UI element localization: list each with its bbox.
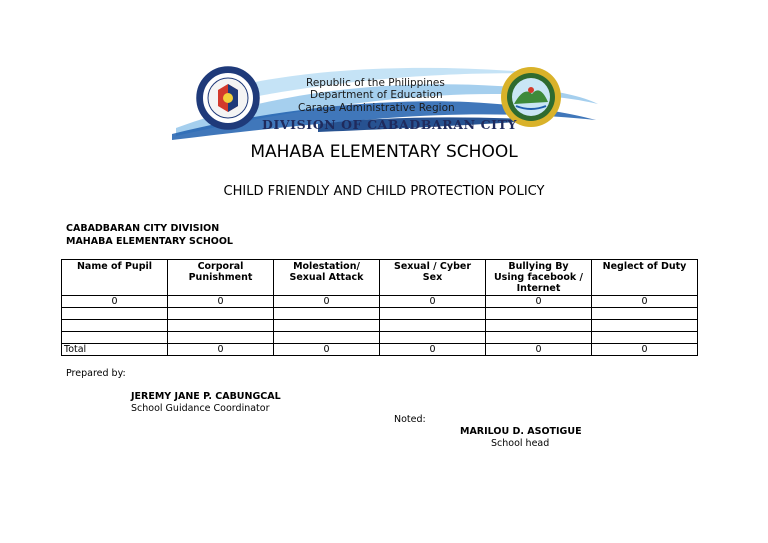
prepared-by-role: School Guidance Coordinator — [131, 403, 270, 414]
header-department: Department of Education — [310, 89, 443, 101]
header-region: Caraga Administrative Region — [298, 102, 455, 114]
table-cell: 0 — [592, 344, 698, 356]
table-cell: 0 — [274, 296, 380, 308]
table-cell — [62, 332, 168, 344]
table-cell — [380, 332, 486, 344]
table-row — [62, 296, 698, 308]
header-division: DIVISION OF CABADBARAN CITY — [262, 117, 517, 132]
table-cell: 0 — [592, 296, 698, 308]
table-cell — [380, 308, 486, 320]
table-cell: 0 — [380, 344, 486, 356]
table-cell: 0 — [168, 344, 274, 356]
table-cell — [592, 332, 698, 344]
school-name: MAHABA ELEMENTARY SCHOOL — [66, 236, 233, 247]
noted-name: MARILOU D. ASOTIGUE — [460, 426, 582, 437]
table-cell — [168, 320, 274, 332]
table-cell: 0 — [168, 296, 274, 308]
table-cell — [62, 308, 168, 320]
header-republic: Republic of the Philippines — [306, 77, 445, 89]
table-cell — [592, 308, 698, 320]
table-cell: 0 — [486, 344, 592, 356]
table-total-row — [62, 344, 698, 356]
table-cell: 0 — [486, 296, 592, 308]
col-header-molestation: Molestation/ Sexual Attack — [274, 260, 380, 296]
table-row — [62, 308, 698, 320]
table-cell — [274, 332, 380, 344]
table-row — [62, 320, 698, 332]
table-row — [62, 332, 698, 344]
table-cell — [168, 332, 274, 344]
noted-label: Noted: — [394, 414, 426, 425]
table-cell — [274, 308, 380, 320]
prepared-by-label: Prepared by: — [66, 368, 126, 379]
division-name: CABADBARAN CITY DIVISION — [66, 223, 220, 234]
col-header-name: Name of Pupil — [62, 260, 168, 296]
col-header-corporal: Corporal Punishment — [168, 260, 274, 296]
table-cell — [486, 308, 592, 320]
prepared-by-name: JEREMY JANE P. CABUNGCAL — [131, 391, 281, 402]
table-cell — [486, 332, 592, 344]
table-cell — [274, 320, 380, 332]
noted-role: School head — [491, 438, 550, 449]
table-cell — [168, 308, 274, 320]
col-header-neglect: Neglect of Duty — [592, 260, 698, 296]
table-header-row — [62, 260, 698, 296]
table-cell: 0 — [274, 344, 380, 356]
policy-title: CHILD FRIENDLY AND CHILD PROTECTION POLICY — [223, 184, 545, 199]
table-cell: 0 — [62, 296, 168, 308]
table-cell: 0 — [380, 296, 486, 308]
table-cell — [486, 320, 592, 332]
table-cell — [380, 320, 486, 332]
table-cell-total-label: Total — [62, 344, 168, 356]
report-table — [61, 259, 698, 356]
col-header-cyber: Sexual / Cyber Sex — [380, 260, 486, 296]
col-header-bullying: Bullying By Using facebook / Internet — [486, 260, 592, 296]
table-cell — [62, 320, 168, 332]
school-title: MAHABA ELEMENTARY SCHOOL — [250, 142, 518, 162]
deped-seal-icon — [196, 66, 260, 130]
table-cell — [592, 320, 698, 332]
